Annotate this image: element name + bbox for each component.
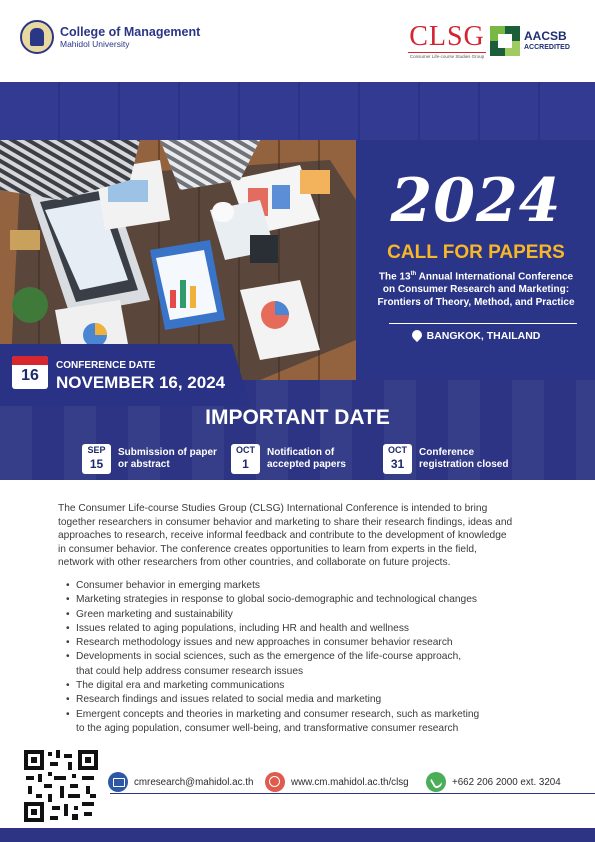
- list-item: • Consumer behavior in emerging markets: [66, 579, 546, 593]
- clsg-logo-wordmark: CLSG: [409, 21, 485, 52]
- college-name: College of Management: [60, 24, 201, 39]
- title-block: [357, 140, 595, 380]
- qr-code[interactable]: [24, 750, 98, 822]
- date-item-text: registration closed: [419, 459, 509, 470]
- conference-title-line1: The 13th Annual International Conference: [378, 271, 574, 283]
- aacsb-mark-icon: [490, 26, 520, 56]
- list-item: • Issues related to aging populations, including HR and health and wellness: [66, 622, 546, 636]
- list-item: • Research findings and issues related to social media and marketing: [66, 693, 546, 707]
- topics-list: [66, 579, 546, 736]
- conference-date-value: NOVEMBER 16, 2024: [56, 373, 226, 392]
- phone-contact[interactable]: [426, 772, 561, 792]
- date-item-notification: [231, 444, 346, 474]
- aacsb-status: ACCREDITED: [524, 44, 570, 51]
- list-item: • Research methodology issues and new approaches in consumer behavior research: [66, 636, 546, 650]
- globe-icon: [265, 772, 285, 792]
- list-item: • Developments in social sciences, such as the emergence of the life-course approach, that could help address consumer research issues: [66, 650, 546, 679]
- conference-date-label: CONFERENCE DATE: [56, 360, 156, 371]
- title-divider: [389, 323, 577, 324]
- date-badge: OCT 1: [231, 444, 260, 474]
- important-date-heading: IMPORTANT DATE: [205, 406, 390, 429]
- college-logo: [20, 20, 200, 54]
- university-name: Mahidol University: [60, 38, 130, 49]
- hero-band-top: [0, 82, 595, 140]
- website-contact[interactable]: [265, 772, 409, 792]
- map-pin-icon: [410, 328, 424, 342]
- mail-icon: [108, 772, 128, 792]
- date-item-text: or abstract: [118, 459, 170, 470]
- date-item-submission: [82, 444, 217, 474]
- list-item: • Green marketing and sustainability: [66, 608, 546, 622]
- date-item-text: Notification of: [267, 447, 335, 458]
- aacsb-logo: [490, 26, 570, 56]
- conference-title-line2: on Consumer Research and Marketing:: [382, 284, 570, 296]
- date-item-text: accepted papers: [267, 459, 346, 470]
- date-item-text: Submission of paper: [118, 447, 217, 458]
- date-item-text: Conference: [419, 447, 475, 458]
- header: [0, 0, 595, 82]
- date-badge: SEP 15: [82, 444, 111, 474]
- conference-title: [357, 268, 595, 309]
- conference-title-line3: Frontiers of Theory, Method, and Practice: [377, 297, 575, 309]
- phone-icon: [426, 772, 446, 792]
- mahidol-seal-icon: [20, 20, 54, 54]
- date-badge: OCT 31: [383, 444, 412, 474]
- list-item: • Emergent concepts and theories in marketing and consumer research, such as marketing to the aging population, consumer well-being, and transformative consumer research: [66, 708, 546, 737]
- date-item-registration: [383, 444, 508, 474]
- call-for-papers-heading: CALL FOR PAPERS: [387, 242, 565, 263]
- location: [357, 330, 595, 342]
- phone-text[interactable]: +662 206 2000 ext. 3204: [452, 776, 561, 788]
- calendar-icon: [12, 356, 48, 389]
- clsg-logo: [408, 22, 486, 59]
- intro-paragraph: The Consumer Life-course Studies Group (CLSG) International Conference is intended to bring together researchers in consumer behavior and marketing to share their research findings, ideas and approaches to research, receive informal feedback and contribute to the development of knowledge in consumer behavior. The conference creates opportunities to learn from experts in the field, network with other researchers from other countries, and collaborate on future projects.: [58, 503, 513, 569]
- calendar-day: 16: [21, 367, 39, 384]
- website-text[interactable]: www.cm.mahidol.ac.th/clsg: [291, 776, 409, 788]
- footer-band: [0, 828, 595, 842]
- list-item: • Marketing strategies in response to global socio-demographic and technological changes: [66, 593, 546, 607]
- aacsb-name: AACSB: [524, 29, 567, 43]
- email-text[interactable]: cmresearch@mahidol.ac.th: [134, 776, 254, 788]
- year-title: 2024: [390, 166, 562, 236]
- location-text: BANGKOK, THAILAND: [426, 330, 541, 342]
- list-item: • The digital era and marketing communications: [66, 679, 546, 693]
- clsg-logo-subtitle: Consumer Life-course Studies Group: [409, 54, 485, 59]
- important-dates: [0, 438, 595, 480]
- email-contact[interactable]: [108, 772, 253, 792]
